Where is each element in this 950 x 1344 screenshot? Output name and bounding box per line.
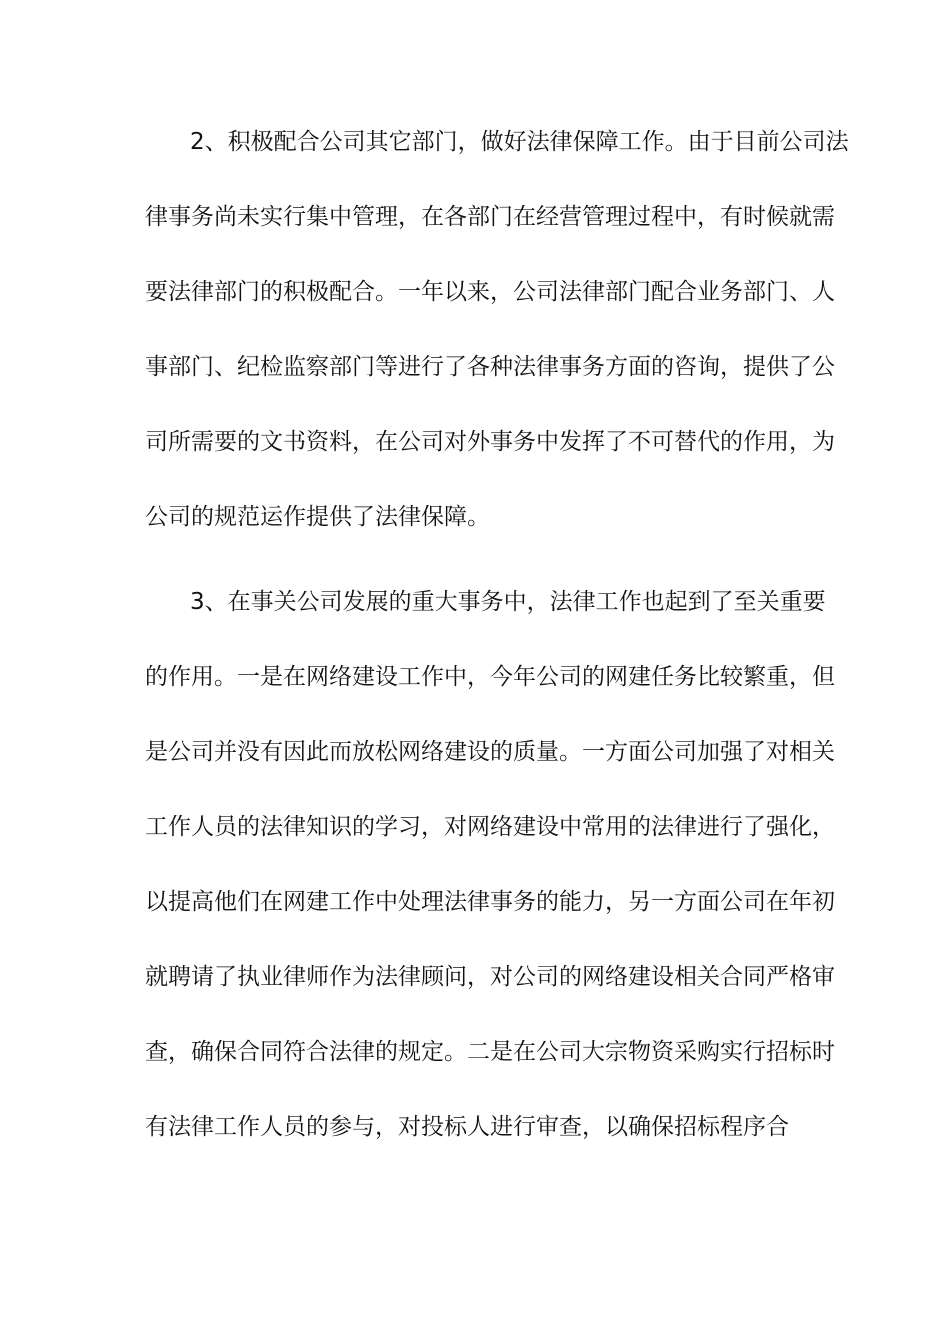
paragraph-line: 事部门、纪检监察部门等进行了各种法律事务方面的咨询，提供了公 bbox=[145, 354, 835, 380]
paragraph-line: 工作人员的法律知识的学习，对网络建设中常用的法律进行了强化， bbox=[145, 814, 835, 840]
paragraph-line: 是公司并没有因此而放松网络建设的质量。一方面公司加强了对相关 bbox=[145, 739, 835, 765]
paragraph-line: 的作用。一是在网络建设工作中，今年公司的网建任务比较繁重，但 bbox=[145, 664, 835, 690]
paragraph-line: 就聘请了执业律师作为法律顾问，对公司的网络建设相关合同严格审 bbox=[145, 964, 835, 990]
paragraph-line: 律事务尚未实行集中管理，在各部门在经营管理过程中，有时候就需 bbox=[145, 204, 835, 230]
paragraph-line: 3、在事关公司发展的重大事务中，法律工作也起到了至关重要 bbox=[190, 589, 826, 615]
paragraph-line: 查，确保合同符合法律的规定。二是在公司大宗物资采购实行招标时 bbox=[145, 1039, 835, 1065]
paragraph-line: 司所需要的文书资料，在公司对外事务中发挥了不可替代的作用，为 bbox=[145, 429, 835, 455]
paragraph-line: 2、积极配合公司其它部门，做好法律保障工作。由于目前公司法 bbox=[190, 129, 849, 155]
paragraph-line: 要法律部门的积极配合。一年以来，公司法律部门配合业务部门、人 bbox=[145, 279, 835, 305]
paragraph-line: 以提高他们在网建工作中处理法律事务的能力，另一方面公司在年初 bbox=[145, 889, 835, 915]
paragraph-line: 公司的规范运作提供了法律保障。 bbox=[145, 504, 490, 530]
paragraph-line: 有法律工作人员的参与，对投标人进行审查，以确保招标程序合 bbox=[145, 1114, 789, 1140]
